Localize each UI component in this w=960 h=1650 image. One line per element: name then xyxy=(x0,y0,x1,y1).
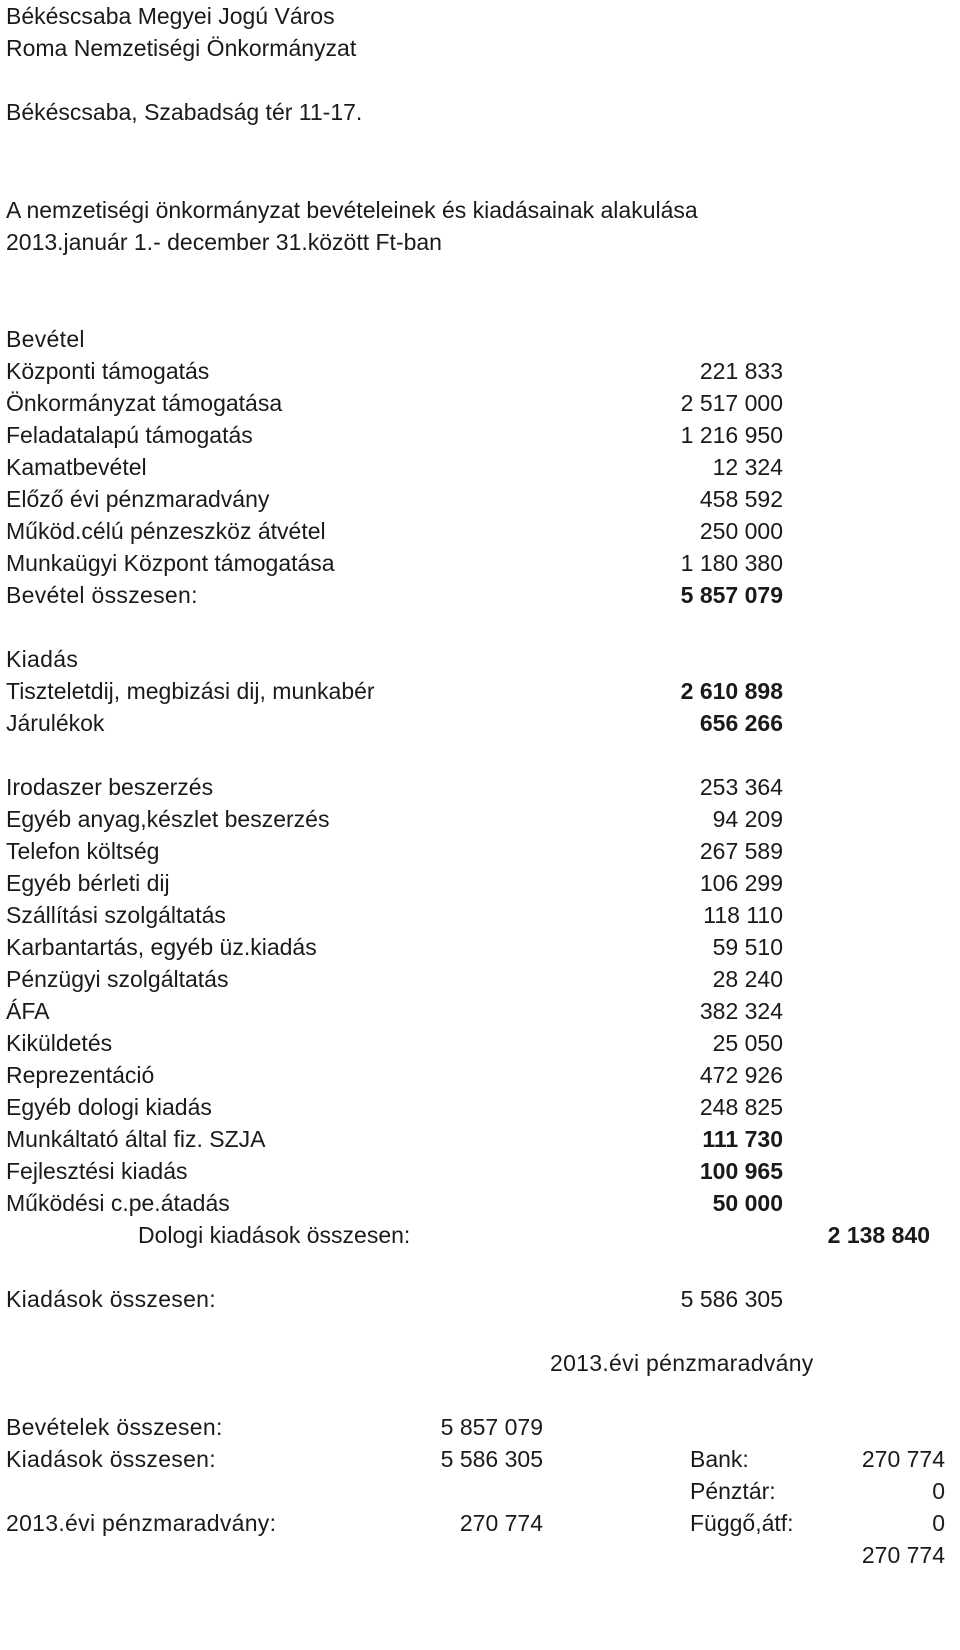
org-name-line1: Békéscsaba Megyei Jogú Város xyxy=(6,3,335,29)
income-row-label: Kamatbevétel xyxy=(6,454,147,480)
report-title-line2: 2013.január 1.- december 31.között Ft-ban xyxy=(6,229,442,255)
expense-row-value: 118 110 xyxy=(703,902,783,928)
expense-row-label: Tiszteletdij, megbizási dij, munkabér xyxy=(6,678,375,704)
cash-label: Pénztár: xyxy=(690,1478,776,1504)
expense-row-value: 100 965 xyxy=(699,1158,783,1184)
expense-row-value: 106 299 xyxy=(699,870,783,896)
address: Békéscsaba, Szabadság tér 11-17. xyxy=(6,99,363,125)
income-row-label: Munkaügyi Központ támogatása xyxy=(6,550,335,576)
expense-row-value: 2 610 898 xyxy=(680,678,783,704)
expense-row-label: ÁFA xyxy=(6,998,50,1024)
summary-income-label: Bevételek összesen: xyxy=(6,1414,223,1440)
expense-row-value: 94 209 xyxy=(712,806,783,832)
pending-label: Függő,átf: xyxy=(690,1510,794,1536)
balance-sum-value: 270 774 xyxy=(861,1542,945,1568)
expense-row-value: 28 240 xyxy=(712,966,783,992)
expense-row-label: Irodaszer beszerzés xyxy=(6,774,214,800)
summary-expense-value: 5 586 305 xyxy=(440,1446,543,1472)
org-name-line2: Roma Nemzetiségi Önkormányzat xyxy=(6,35,357,61)
income-total-label: Bevétel összesen: xyxy=(6,582,198,608)
expense-row-label: Egyéb anyag,készlet beszerzés xyxy=(6,806,330,832)
income-row-label: Működ.célú pénzeszköz átvétel xyxy=(6,518,326,544)
income-row-value: 221 833 xyxy=(699,358,783,384)
summary-result-label: 2013.évi pénzmaradvány: xyxy=(6,1510,277,1536)
summary-income-value: 5 857 079 xyxy=(440,1414,543,1440)
expense-row-label: Egyéb bérleti dij xyxy=(6,870,170,896)
income-row-value: 1 216 950 xyxy=(680,422,783,448)
bank-value: 270 774 xyxy=(861,1446,945,1472)
expense-row-value: 656 266 xyxy=(699,710,783,736)
expense-row-label: Telefon költség xyxy=(6,838,160,864)
expense-row-label: Munkáltató által fiz. SZJA xyxy=(6,1126,266,1152)
income-heading: Bevétel xyxy=(6,326,85,352)
expense-row-value: 111 730 xyxy=(702,1126,783,1152)
expense-row-label: Egyéb dologi kiadás xyxy=(6,1094,212,1120)
income-row-value: 458 592 xyxy=(699,486,783,512)
summary-result-value: 270 774 xyxy=(459,1510,543,1536)
expense-row-label: Pénzügyi szolgáltatás xyxy=(6,966,229,992)
dologi-total-value: 2 138 840 xyxy=(827,1222,930,1248)
expense-heading: Kiadás xyxy=(6,646,79,672)
income-row-value: 12 324 xyxy=(712,454,783,480)
income-row-value: 1 180 380 xyxy=(680,550,783,576)
bank-label: Bank: xyxy=(690,1446,749,1472)
expense-row-value: 267 589 xyxy=(699,838,783,864)
expense-row-value: 253 364 xyxy=(699,774,783,800)
expense-row-value: 472 926 xyxy=(699,1062,783,1088)
summary-expense-label: Kiadások összesen: xyxy=(6,1446,216,1472)
expense-row-value: 50 000 xyxy=(712,1190,783,1216)
income-row-label: Feladatalapú támogatás xyxy=(6,422,253,448)
expense-row-label: Kiküldetés xyxy=(6,1030,113,1056)
report-title-line1: A nemzetiségi önkormányzat bevételeinek és kiadásainak alakulása xyxy=(6,197,698,223)
summary-heading: 2013.évi pénzmaradvány xyxy=(550,1350,814,1376)
expense-total-label: Kiadások összesen: xyxy=(6,1286,216,1312)
income-total-value: 5 857 079 xyxy=(680,582,783,608)
income-row-value: 2 517 000 xyxy=(680,390,783,416)
expense-total-value: 5 586 305 xyxy=(680,1286,783,1312)
income-row-label: Önkormányzat támogatása xyxy=(6,390,283,416)
pending-value: 0 xyxy=(932,1510,945,1536)
income-row-label: Előző évi pénzmaradvány xyxy=(6,486,270,512)
cash-value: 0 xyxy=(932,1478,945,1504)
expense-row-label: Szállítási szolgáltatás xyxy=(6,902,226,928)
expense-row-label: Reprezentáció xyxy=(6,1062,155,1088)
expense-row-value: 382 324 xyxy=(699,998,783,1024)
dologi-total-label: Dologi kiadások összesen: xyxy=(138,1222,411,1248)
expense-row-label: Fejlesztési kiadás xyxy=(6,1158,188,1184)
expense-row-value: 59 510 xyxy=(712,934,783,960)
expense-row-label: Karbantartás, egyéb üz.kiadás xyxy=(6,934,317,960)
expense-row-label: Járulékok xyxy=(6,710,105,736)
expense-row-label: Működési c.pe.átadás xyxy=(6,1190,230,1216)
expense-row-value: 248 825 xyxy=(699,1094,783,1120)
expense-row-value: 25 050 xyxy=(712,1030,783,1056)
income-row-value: 250 000 xyxy=(699,518,783,544)
income-row-label: Központi támogatás xyxy=(6,358,210,384)
